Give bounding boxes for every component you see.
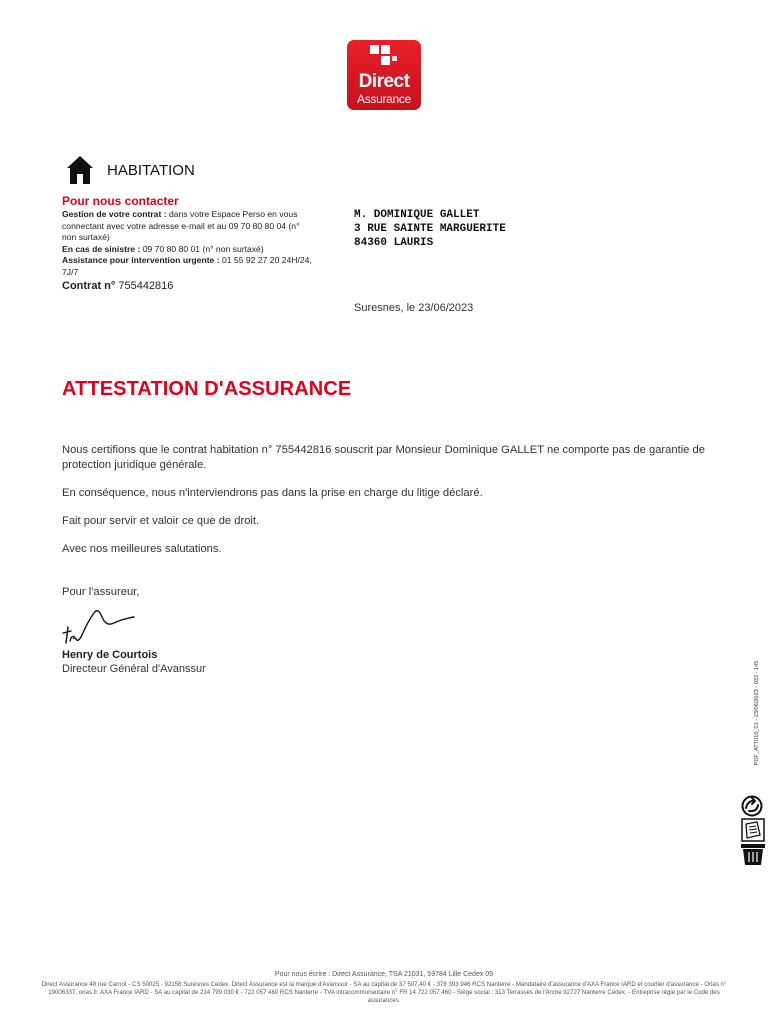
footer-postal-address: Pour nous écrire : Direct Assurance, TSA 21031, 59784 Lille Cedex 09 bbox=[274, 971, 494, 978]
logo-square bbox=[370, 45, 379, 54]
footer-legal-notice: Direct Assurance 48 rue Carnot - CS 50025 - 92158 Suresnes Cedex. Direct Assurance est la marque d'Avanssur - SA au capital de 37 507,40 € - 378 393 946 RCS Nanterre - Mandataire d'assurance d'AXA France IARD et courtier d'assurance - Orias n° 19006337, orias.fr. AXA France IARD - SA au capital de 214 799 030 € - 722 057 460 RCS Nanterre - TVA intracommunautaire n° FR 14 722 057 460 - Siège social : 313 Terrasses de l'Arche 92727 Nanterre Cedex. - Entreprise régie par le Code des assurances. bbox=[41, 981, 727, 1005]
paragraph-greeting: Avec nos meilleures salutations. bbox=[62, 543, 222, 555]
direct-assurance-logo bbox=[347, 40, 421, 110]
signer-role: Directeur Général d'Avanssur bbox=[62, 663, 206, 675]
contact-management-label: Gestion de votre contrat : bbox=[62, 209, 167, 219]
recycle-icon bbox=[740, 795, 764, 817]
contact-claim bbox=[62, 244, 312, 256]
paragraph-consequence: En conséquence, nous n'interviendrons pas dans la prise en charge du litige déclaré. bbox=[62, 487, 483, 499]
document-reference bbox=[753, 648, 761, 778]
contact-management-text: dans votre Espace Perso en vous connectant avec votre adresse e-mail et au 09 70 80 80 04 (n° non surtaxé) bbox=[62, 209, 300, 242]
contact-urgent-text: 01 55 92 27 20 24H/24, 7J/7 bbox=[62, 255, 312, 277]
contract-number bbox=[62, 280, 173, 292]
recipient-name: M. DOMINIQUE GALLET bbox=[354, 209, 480, 221]
contact-claim-text: 09 70 80 80 01 (n° non surtaxé) bbox=[140, 243, 264, 254]
contract-label: Contrat n° bbox=[62, 280, 116, 292]
house-icon bbox=[66, 155, 94, 185]
logo-square bbox=[392, 56, 397, 61]
contact-urgent-label: Assistance pour intervention urgente : bbox=[62, 255, 220, 265]
contact-claim-label: En cas de sinistre : bbox=[62, 243, 141, 254]
recipient-street: 3 RUE SAINTE MARGUERITE bbox=[354, 223, 506, 235]
place-date: Suresnes, le 23/06/2023 bbox=[354, 302, 474, 314]
contract-value: 755442816 bbox=[118, 280, 174, 292]
logo-square bbox=[381, 45, 390, 54]
contact-urgent bbox=[62, 255, 312, 278]
recipient-city: 84360 LAURIS bbox=[354, 237, 434, 249]
contact-management bbox=[62, 209, 312, 244]
paragraph-certification: Nous certifions que le contrat habitation n° 755442816 souscrit par Monsieur Dominique GALLET ne comporte pas de garantie de protection juridique générale. bbox=[62, 444, 705, 471]
product-label: HABITATION bbox=[107, 162, 195, 179]
logo-text-direct: Direct bbox=[358, 71, 410, 92]
handwritten-signature bbox=[58, 603, 136, 647]
signer-name: Henry de Courtois bbox=[62, 649, 158, 661]
document-reference-text: PDF_ATT010_01 - 23/06/2023 - 033 - 145 bbox=[754, 660, 760, 766]
recipient-address bbox=[354, 208, 506, 250]
logo-square bbox=[381, 56, 390, 65]
document-title: ATTESTATION D'ASSURANCE bbox=[62, 378, 352, 400]
contact-title: Pour nous contacter bbox=[62, 194, 179, 208]
logo-text-assurance: Assurance bbox=[357, 92, 411, 106]
paragraph-validity: Fait pour servir et valoir ce que de droit. bbox=[62, 515, 260, 527]
contact-details bbox=[62, 209, 312, 278]
closing-line: Pour l'assureur, bbox=[62, 586, 140, 598]
trash-bin-icon bbox=[740, 818, 766, 866]
